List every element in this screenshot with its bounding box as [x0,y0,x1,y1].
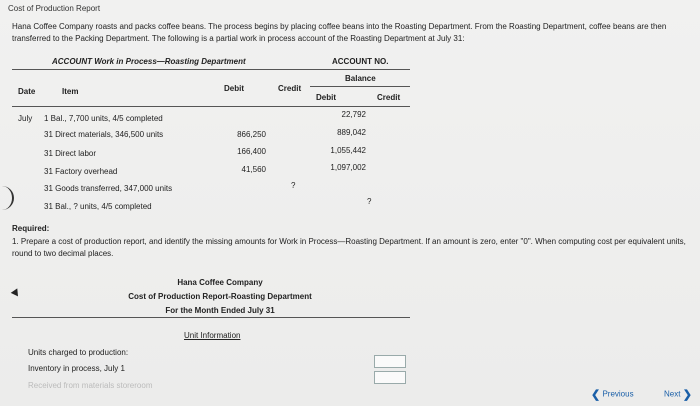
date-header: Date [18,87,36,96]
balance-rule [310,86,410,87]
report-title: Cost of Production Report-Roasting Department [128,292,312,301]
row-debit: 866,250 [237,130,266,139]
row-balance-debit: 1,055,442 [330,146,366,155]
row-item: 1 Bal., 7,700 units, 4/5 completed [44,114,163,123]
received-materials-label: Received from materials storeroom [28,381,153,390]
received-materials-input[interactable] [374,371,406,384]
next-label: Next [664,389,681,399]
next-button[interactable] [664,388,692,401]
inventory-in-process-input[interactable] [374,355,406,368]
doc-title: Cost of Production Report [8,4,101,13]
chevron-left-icon: ❮ [591,389,601,401]
item-header: Item [62,87,79,96]
account-top-rule [12,69,410,70]
row-item: 31 Direct labor [44,149,97,158]
row-credit-missing: ? [291,181,296,190]
account-header-rule [12,106,410,107]
margin-bracket [0,186,14,210]
row-item: 31 Goods transferred, 347,000 units [44,184,173,193]
row-debit: 166,400 [237,147,266,156]
balance-debit-header: Debit [316,93,336,102]
units-charged-label: Units charged to production: [28,348,129,357]
account-title: ACCOUNT Work in Process—Roasting Department [52,57,246,66]
required-text: 1. Prepare a cost of production report, and identify the missing amounts for Work in Process—Roasting Department. If an amount is zero, enter "0". When computing cost per equivalent units, round to two decimal places. [12,237,686,258]
row-item: 31 Direct materials, 346,500 units [44,130,164,139]
inventory-in-process-label: Inventory in process, July 1 [28,364,125,373]
unit-information-heading: Unit Information [184,331,241,340]
problem-intro: Hana Coffee Company roasts and packs coffee beans. The process begins by placing coffee beans into the Roasting Department. From the Roasting Department, coffee beans are then transferred to the Packing Department. The following is a partial work in process account of the Roasting Department at July 31: [12,22,667,43]
report-period: For the Month Ended July 31 [165,306,275,315]
account-number-label: ACCOUNT NO. [332,57,389,66]
row-balance-credit-missing: ? [367,197,372,206]
report-company: Hana Coffee Company [177,278,263,287]
credit-header: Credit [278,84,302,93]
row-balance-debit: 1,097,002 [330,163,366,172]
row-item: 31 Factory overhead [44,167,118,176]
previous-label: Previous [602,389,634,399]
row-balance-debit: 889,042 [337,128,366,137]
debit-header: Debit [224,84,244,93]
row-date: July [18,114,33,123]
row-debit: 41,560 [241,165,266,174]
chevron-right-icon: ❯ [682,389,692,401]
previous-button[interactable] [591,388,634,401]
balance-header: Balance [345,74,376,83]
required-label: Required: [12,224,50,233]
report-header-rule [12,317,410,318]
row-item: 31 Bal., ? units, 4/5 completed [44,202,152,211]
row-balance-debit: 22,792 [341,110,366,119]
balance-credit-header: Credit [377,93,401,102]
